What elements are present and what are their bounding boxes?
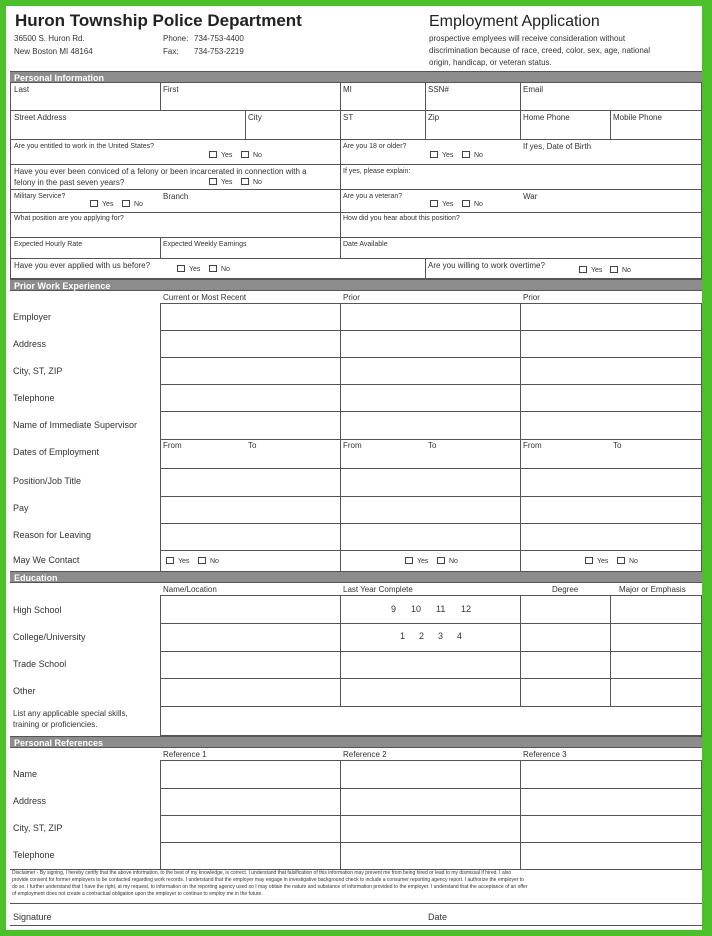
age18-yes-checkbox[interactable]: [430, 151, 438, 158]
yes-label: Yes: [591, 267, 603, 274]
yes-label: Yes: [417, 558, 429, 565]
department-name: Huron Township Police Department: [15, 11, 302, 30]
middle-initial-field[interactable]: [341, 95, 424, 109]
work-row-supervisor: Name of Immediate Supervisor: [13, 420, 138, 430]
edu-col-major: Major or Emphasis: [619, 585, 686, 594]
label-home-phone: Home Phone: [523, 113, 570, 122]
yes-label: Yes: [442, 201, 454, 208]
section-personal-information: Personal Information: [10, 71, 702, 83]
to-label: To: [248, 441, 257, 450]
label-heard-about: How did you hear about this position?: [343, 215, 460, 222]
eeo-line-2: discrimination because of race, creed, color, sex, age, national: [429, 46, 651, 55]
label-veteran: Are you a veteran?: [343, 193, 403, 200]
label-applied-before: Have you ever applied with us before?: [14, 261, 151, 270]
label-entitled-to-work: Are you entitled to work in the United States?: [14, 143, 155, 150]
label-ssn: SSN#: [428, 85, 449, 94]
label-street-address: Street Address: [14, 113, 67, 122]
yes-label: Yes: [189, 266, 201, 273]
application-page: [6, 6, 702, 930]
weekly-earnings-field[interactable]: [161, 249, 339, 257]
work-row-address: Address: [13, 339, 47, 349]
label-felony-explain: If yes, please explain:: [343, 168, 411, 175]
section-prior-work-experience: Prior Work Experience: [10, 279, 702, 291]
contact-no-checkbox-2[interactable]: [437, 557, 445, 564]
ref-row-city-st-zip: City, ST, ZIP: [13, 823, 63, 833]
reference-col-3: Reference 3: [523, 750, 567, 759]
work-row-employer: Employer: [13, 312, 52, 322]
edu-row-high-school: High School: [13, 605, 62, 615]
label-city: City: [248, 113, 262, 122]
application-title: Employment Application: [429, 13, 600, 30]
signature-date-field[interactable]: [456, 906, 700, 924]
label-email: Email: [523, 85, 544, 94]
veteran-yes-checkbox[interactable]: [430, 200, 438, 207]
from-label: From: [343, 441, 362, 450]
contact-yes-checkbox-2[interactable]: [405, 557, 413, 564]
entitled-no-checkbox[interactable]: [241, 151, 249, 158]
label-mobile-phone: Mobile Phone: [613, 113, 662, 122]
home-phone-field[interactable]: [521, 124, 609, 138]
reference-col-2: Reference 2: [343, 750, 387, 759]
veteran-no-checkbox[interactable]: [462, 200, 470, 207]
overtime-no-checkbox[interactable]: [610, 266, 618, 273]
yes-label: Yes: [442, 152, 454, 159]
label-weekly-earnings: Expected Weekly Earnings: [163, 241, 247, 248]
zip-field[interactable]: [426, 124, 519, 138]
disclaimer-line-1: Disclaimer - By signing, I hereby certify that the above information, to the best of my knowledge, is correct. I understand that falsification of this information may prevent me from being hired or lead to my dismissal if hired. I also: [12, 870, 512, 876]
work-row-city-st-zip: City, ST, ZIP: [13, 366, 63, 376]
college-year-2[interactable]: 2: [419, 631, 425, 641]
work-row-reason-leaving: Reason for Leaving: [13, 530, 92, 540]
label-war: War: [523, 192, 538, 201]
label-felony-line-1: Have you ever been conviced of a felony or been incarcerated in connection with a: [14, 167, 307, 176]
yes-label: Yes: [178, 558, 190, 565]
felony-no-checkbox[interactable]: [241, 178, 249, 185]
section-education: Education: [10, 571, 702, 583]
label-overtime: Are you willing to work overtime?: [428, 261, 545, 270]
fax-label: Fax:: [163, 47, 179, 56]
employer-field-3[interactable]: [521, 304, 701, 330]
applied-before-yes-checkbox[interactable]: [177, 265, 185, 272]
ref-row-telephone: Telephone: [13, 850, 55, 860]
contact-no-checkbox-1[interactable]: [198, 557, 206, 564]
disclaimer-line-4: of employment does not create a contractual obligation upon the employer to continue to employ me in the future.: [12, 891, 263, 897]
to-label: To: [613, 441, 622, 450]
college-year-1[interactable]: 1: [400, 631, 406, 641]
ssn-field[interactable]: [426, 95, 519, 109]
contact-yes-checkbox-3[interactable]: [585, 557, 593, 564]
eeo-line-3: origin, handicap, or veteran status.: [429, 58, 552, 67]
position-field[interactable]: [11, 223, 339, 236]
date-of-birth-field[interactable]: [521, 152, 700, 163]
disclaimer-line-3: do so. I further understand that I have the right, at my request, to information on the reporting agency used so I may obtain the nature and substance of information provided to the employer. I understand that the acceptance of an offer: [12, 884, 528, 890]
ref-row-name: Name: [13, 769, 38, 779]
label-18-or-older: Are you 18 or older?: [343, 143, 407, 150]
disclaimer-block: [12, 870, 700, 898]
no-label: No: [210, 558, 219, 565]
edu-col-name-location: Name/Location: [163, 585, 217, 594]
phone-number: 734-753-4400: [194, 34, 244, 43]
work-col-current: Current or Most Recent: [163, 293, 247, 302]
label-first: First: [163, 85, 179, 94]
label-position-applying: What position are you applying for?: [14, 215, 124, 222]
felony-yes-checkbox[interactable]: [209, 178, 217, 185]
hs-year-9[interactable]: 9: [391, 604, 397, 614]
label-felony-line-2: felony in the past seven years?: [14, 178, 125, 187]
yes-label: Yes: [221, 179, 233, 186]
edu-col-last-year: Last Year Complete: [343, 585, 413, 594]
to-label: To: [428, 441, 437, 450]
label-branch: Branch: [163, 192, 189, 201]
no-label: No: [253, 152, 262, 159]
no-label: No: [474, 152, 483, 159]
section-personal-references: Personal References: [10, 736, 702, 748]
contact-no-checkbox-3[interactable]: [617, 557, 625, 564]
entitled-yes-checkbox[interactable]: [209, 151, 217, 158]
war-field[interactable]: [546, 192, 700, 211]
label-zip: Zip: [428, 113, 440, 122]
no-label: No: [474, 201, 483, 208]
no-label: No: [134, 201, 143, 208]
city-field[interactable]: [246, 124, 339, 138]
label-hourly-rate: Expected Hourly Rate: [14, 241, 83, 248]
label-last: Last: [14, 85, 30, 94]
edu-col-degree: Degree: [552, 585, 579, 594]
no-label: No: [449, 558, 458, 565]
mobile-phone-field[interactable]: [611, 124, 700, 138]
employer-field-2[interactable]: [341, 304, 520, 330]
military-yes-checkbox[interactable]: [90, 200, 98, 207]
college-year-3[interactable]: 3: [438, 631, 444, 641]
street-address-field[interactable]: [11, 124, 244, 138]
signature-field[interactable]: [66, 906, 421, 924]
applied-before-no-checkbox[interactable]: [209, 265, 217, 272]
label-date-available: Date Available: [343, 241, 388, 248]
yes-label: Yes: [102, 201, 114, 208]
eeo-line-1: prospective emplyees will receive consideration without: [429, 34, 626, 43]
heard-about-field[interactable]: [341, 223, 700, 236]
from-label: From: [163, 441, 182, 450]
work-row-position: Position/Job Title: [13, 476, 82, 486]
yes-label: Yes: [221, 152, 233, 159]
work-row-may-we-contact: May We Contact: [13, 555, 80, 565]
felony-explain-field[interactable]: [341, 176, 700, 188]
employer-field-1[interactable]: [161, 304, 340, 330]
ref-row-address: Address: [13, 796, 47, 806]
disclaimer-line-2: provide consent for former employers to be contacted regarding work records. I understand that the employer may engage in investigative background check to include a consumer reporting agency report. I authorize the employer to: [12, 877, 524, 883]
label-date-of-birth: If yes, Date of Birth: [523, 142, 592, 151]
edu-row-other: Other: [13, 686, 36, 696]
edu-skills-line-2: training or proficiencies.: [13, 720, 98, 729]
age18-no-checkbox[interactable]: [462, 151, 470, 158]
hs-year-11[interactable]: 11: [436, 604, 446, 614]
date-label: Date: [428, 912, 448, 922]
edu-skills-line-1: List any applicable special skills,: [13, 709, 128, 718]
label-state: ST: [343, 113, 354, 122]
branch-field[interactable]: [201, 192, 339, 211]
signature-label: Signature: [13, 912, 52, 922]
date-available-field[interactable]: [341, 249, 700, 257]
hourly-rate-field[interactable]: [11, 249, 159, 257]
work-col-prior-2: Prior: [523, 293, 540, 302]
military-no-checkbox[interactable]: [122, 200, 130, 207]
first-name-field[interactable]: [161, 95, 339, 109]
hs-year-10[interactable]: 10: [411, 604, 422, 614]
contact-yes-checkbox-1[interactable]: [166, 557, 174, 564]
work-col-prior-1: Prior: [343, 293, 360, 302]
label-mi: MI: [343, 85, 352, 94]
no-label: No: [253, 179, 262, 186]
overtime-yes-checkbox[interactable]: [579, 266, 587, 273]
address-line-1: 36500 S. Huron Rd.: [14, 34, 85, 43]
state-field[interactable]: [341, 124, 424, 138]
reference-col-1: Reference 1: [163, 750, 207, 759]
from-label: From: [523, 441, 542, 450]
email-field[interactable]: [521, 95, 700, 109]
no-label: No: [622, 267, 631, 274]
hs-year-12[interactable]: 12: [461, 604, 472, 614]
edu-row-trade-school: Trade School: [13, 659, 67, 669]
phone-label: Phone:: [163, 34, 189, 43]
yes-label: Yes: [597, 558, 609, 565]
college-year-4[interactable]: 4: [457, 631, 463, 641]
work-row-telephone: Telephone: [13, 393, 55, 403]
edu-row-college: College/University: [13, 632, 86, 642]
work-row-pay: Pay: [13, 503, 29, 513]
work-row-dates: Dates of Employment: [13, 447, 100, 457]
no-label: No: [629, 558, 638, 565]
address-line-2: New Boston MI 48164: [14, 47, 93, 56]
fax-number: 734-753-2219: [194, 47, 244, 56]
last-name-field[interactable]: [11, 95, 159, 109]
label-military-service: Military Service?: [14, 193, 66, 200]
no-label: No: [221, 266, 230, 273]
